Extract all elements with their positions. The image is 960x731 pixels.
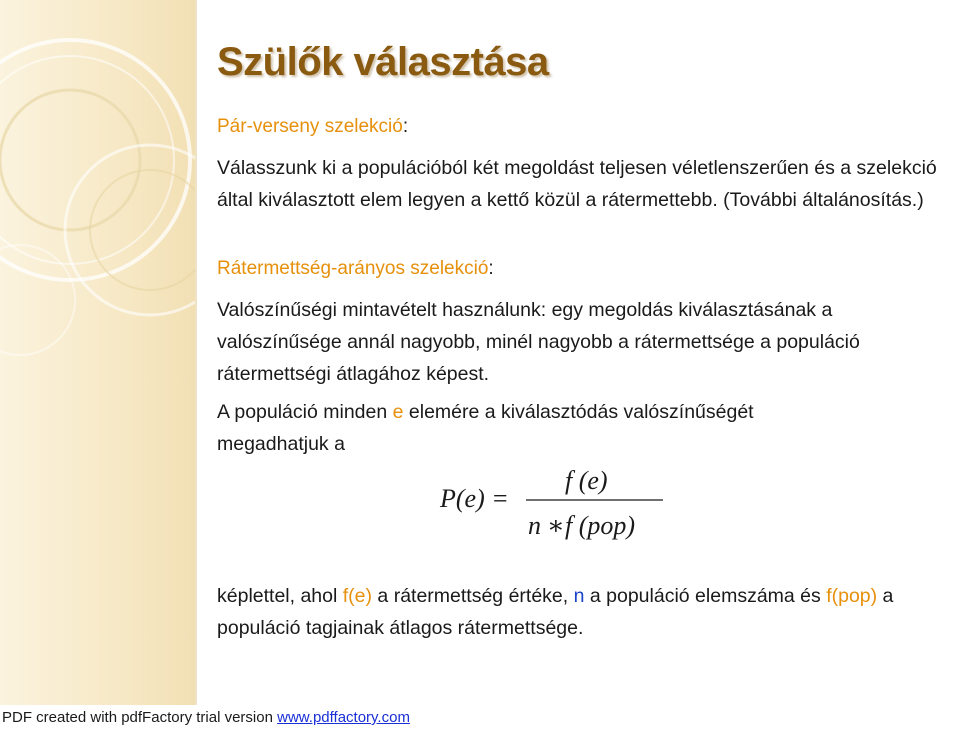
- slide-title: Szülők választása: [217, 40, 549, 84]
- variable-e: e: [392, 401, 404, 423]
- paragraph-text: a populáció tagjainak átlagos rátermettsége.: [217, 585, 894, 639]
- paragraph-text: a populáció elemszáma és: [584, 585, 827, 607]
- paragraph-probabilistic-sampling: Valószínűségi mintavételt használunk: egy megoldás kiválasztásának a valószínűsége annál nagyobb, minél nagyobb a rátermettsége a populáció rátermettségi átlagához képest.: [217, 299, 860, 385]
- section-heading-fitness-text: Rátermettség-arányos szelekció: [217, 258, 489, 279]
- section-heading-colon: :: [488, 258, 494, 279]
- paragraph-text: A populáció minden: [217, 401, 393, 423]
- paragraph-text: képlettel, ahol: [217, 585, 343, 607]
- term-fpop: f(pop): [826, 585, 878, 607]
- formula-denominator-f: f (pop): [565, 511, 636, 540]
- paragraph-tournament-description: Válasszunk ki a populációból két megoldást teljesen véletlenszerűen és a szelekció által kiválasztott elem legyen a kettő közül a rátermettebb. (További általánosítás.): [217, 157, 937, 211]
- pdf-footer: [0, 705, 960, 731]
- pdffactory-link[interactable]: www.pdffactory.com: [277, 709, 410, 726]
- formula-denominator-n: n: [528, 511, 541, 540]
- section-heading-colon: :: [402, 116, 409, 137]
- paragraph-text: elemére a kiválasztódás valószínűségét megadhatjuk a: [217, 401, 754, 455]
- footer-text: PDF created with pdfFactory trial version: [2, 709, 278, 726]
- term-fe: f(e): [342, 585, 373, 607]
- paragraph-formula-explanation: [217, 580, 957, 644]
- term-n: n: [573, 585, 585, 607]
- formula-lhs: P(e) =: [440, 484, 509, 513]
- formula-denominator-star: ∗: [547, 511, 565, 540]
- section-heading-tournament-text: Pár-verseny szelekció: [217, 116, 403, 137]
- formula-numerator: f (e): [565, 466, 608, 495]
- paragraph-text: a rátermettség értéke,: [372, 585, 574, 607]
